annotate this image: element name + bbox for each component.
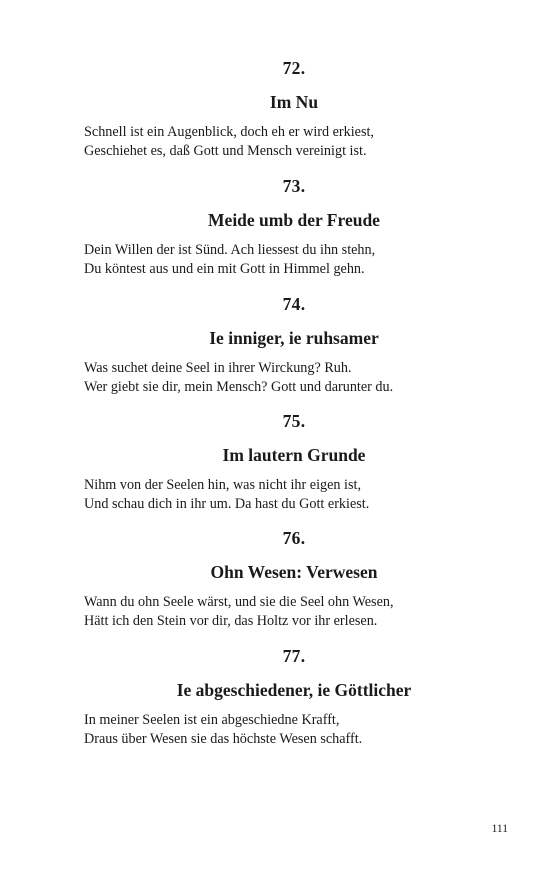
epigram-number: 76.: [282, 528, 306, 548]
epigram-verse: [84, 476, 504, 513]
epigram-number: 74.: [282, 294, 306, 314]
verse-line: Draus über Wesen sie das höchste Wesen schafft.: [84, 730, 363, 747]
epigram-number: 77.: [282, 646, 306, 666]
page-number: 111: [491, 823, 508, 835]
verse-line: Hätt ich den Stein vor dir, das Holtz vor ihr erlesen.: [84, 612, 378, 629]
epigram-number: 72.: [282, 58, 306, 78]
verse-line: Wann du ohn Seele wärst, und sie die Seel ohn Wesen,: [84, 594, 394, 610]
epigram-76: [84, 528, 504, 630]
verse-line: Und schau dich in ihr um. Da hast du Gott erkiest.: [84, 495, 370, 512]
epigram-title: Meide umb der Freude: [208, 210, 380, 230]
epigram-title: Im lautern Grunde: [222, 445, 366, 465]
epigram-verse: [84, 593, 504, 630]
epigram-75: [84, 411, 504, 513]
verse-line: Du köntest aus und ein mit Gott in Himmel gehn.: [84, 260, 365, 277]
epigram-verse: [84, 241, 504, 278]
epigram-title: Im Nu: [269, 92, 319, 112]
epigram-72: [84, 58, 504, 160]
verse-line: Dein Willen der ist Sünd. Ach liessest du ihn stehn,: [84, 242, 376, 258]
epigram-73: [84, 176, 504, 278]
epigram-number: 75.: [282, 411, 306, 431]
epigram-number: 73.: [282, 176, 306, 196]
verse-line: Geschiehet es, daß Gott und Mensch vereinigt ist.: [84, 142, 367, 159]
epigram-verse: [84, 123, 504, 160]
epigram-title: Ie inniger, ie ruhsamer: [209, 328, 379, 348]
verse-line: Nihm von der Seelen hin, was nicht ihr eigen ist,: [84, 477, 361, 493]
verse-line: Wer giebt sie dir, mein Mensch? Gott und darunter du.: [84, 378, 394, 395]
epigram-74: [84, 294, 504, 396]
epigram-77: [84, 646, 504, 748]
verse-line: Schnell ist ein Augenblick, doch eh er wird erkiest,: [84, 124, 374, 140]
epigram-verse: [84, 711, 504, 748]
verse-line: In meiner Seelen ist ein abgeschiedne Krafft,: [84, 712, 340, 728]
epigram-title: Ohn Wesen: Verwesen: [210, 562, 378, 582]
epigram-title: Ie abgeschiedener, ie Göttlicher: [176, 680, 412, 700]
epigram-verse: [84, 359, 504, 396]
verse-line: Was suchet deine Seel in ihrer Wirckung? Ruh.: [84, 360, 352, 376]
